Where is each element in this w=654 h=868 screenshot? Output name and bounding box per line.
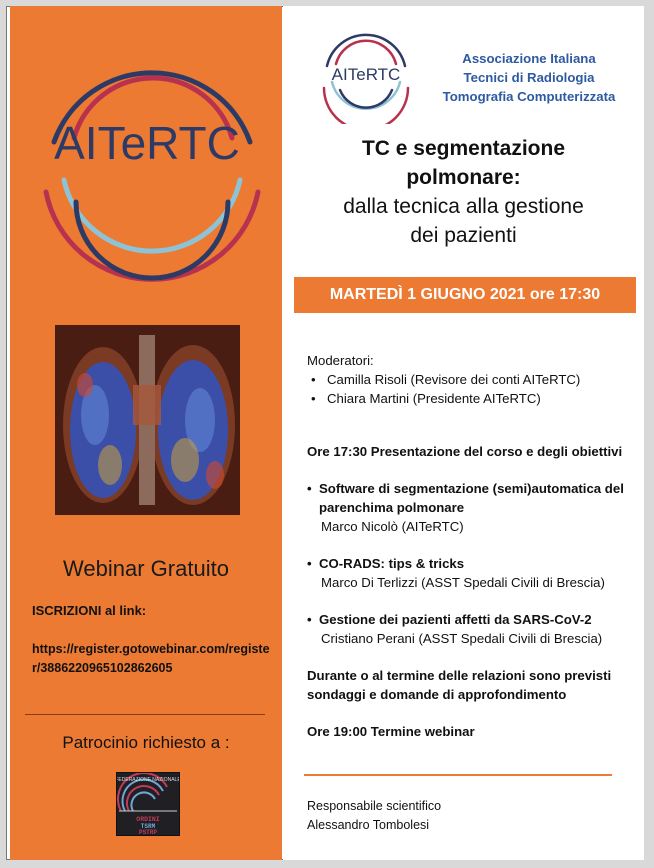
bullet-icon: • <box>311 372 316 387</box>
talk-speaker: Marco Di Terlizzi (ASST Spedali Civili di Brescia) <box>321 575 605 590</box>
bullet-icon: • <box>311 391 316 406</box>
bullet-icon: • <box>307 556 312 571</box>
right-divider <box>304 774 612 776</box>
title-line-2: polmonare: <box>406 166 521 189</box>
talk-speaker: Marco Nicolò (AITeRTC) <box>321 519 464 534</box>
patronage-label: Patrocinio richiesto a : <box>62 733 230 752</box>
bullet-icon: • <box>307 481 312 496</box>
registration-link[interactable]: https://register.gotowebinar.com/register/3886220965102862605 <box>32 642 270 675</box>
association-name <box>420 49 638 106</box>
moderator-item: • Camilla Risoli (Revisore dei conti AITeRTC) <box>311 372 581 387</box>
webinar-label: Webinar Gratuito <box>63 556 229 581</box>
event-title <box>283 134 644 250</box>
tsrm-logo <box>116 772 180 836</box>
bullet-icon: • <box>307 612 312 627</box>
scientific-lead <box>307 797 441 835</box>
session-note: Durante o al termine delle relazioni sono previsti sondaggi e domande di approfondimento <box>307 668 612 702</box>
svg-text:ORDINI: ORDINI <box>136 816 160 823</box>
association-line-1: Associazione Italiana <box>462 51 596 66</box>
title-line-1: TC e segmentazione <box>361 137 566 160</box>
association-line-2: Tecnici di Radiologia <box>463 70 595 85</box>
intro-line: Ore 17:30 Presentazione del corso e degli obiettivi <box>307 444 623 459</box>
title-line-3: dalla tecnica alla gestione <box>343 195 584 218</box>
association-line-3: Tomografia Computerizzata <box>442 89 616 104</box>
small-logo-text: AITeRTC <box>331 65 401 84</box>
moderators-label: Moderatori: <box>307 353 374 368</box>
end-line: Ore 19:00 Termine webinar <box>307 724 475 739</box>
date-banner: MARTEDÌ 1 GIUGNO 2021 ore 17:30 <box>294 277 636 313</box>
svg-text:PSTRP: PSTRP <box>138 829 158 835</box>
program-content <box>307 351 637 741</box>
svg-text:TSRM: TSRM <box>140 823 156 830</box>
badge-caption: FEDERAZIONE NAZIONALE <box>117 777 179 783</box>
moderator-item: • Chiara Martini (Presidente AITeRTC) <box>311 391 541 406</box>
large-logo-text: AITeRTC <box>54 117 240 169</box>
lung-ct-image <box>55 325 240 515</box>
registration-label: ISCRIZIONI al link: <box>32 603 147 618</box>
talk-title: • Software di segmentazione (semi)automatica del parenchima polmonare <box>307 481 624 515</box>
title-line-4: dei pazienti <box>410 224 517 247</box>
talk-title: • Gestione dei pazienti affetti da SARS-CoV-2 <box>307 612 592 627</box>
scientific-lead-label: Responsabile scientifico <box>307 799 442 813</box>
aitertc-small-logo <box>318 28 414 124</box>
talk-speaker: Cristiano Perani (ASST Spedali Civili di Brescia) <box>321 631 603 646</box>
scientific-lead-name: Alessandro Tombolesi <box>307 818 430 832</box>
left-divider <box>25 714 265 715</box>
aitertc-large-logo <box>22 52 272 282</box>
talk-title: • CO-RADS: tips & tricks <box>307 556 465 571</box>
